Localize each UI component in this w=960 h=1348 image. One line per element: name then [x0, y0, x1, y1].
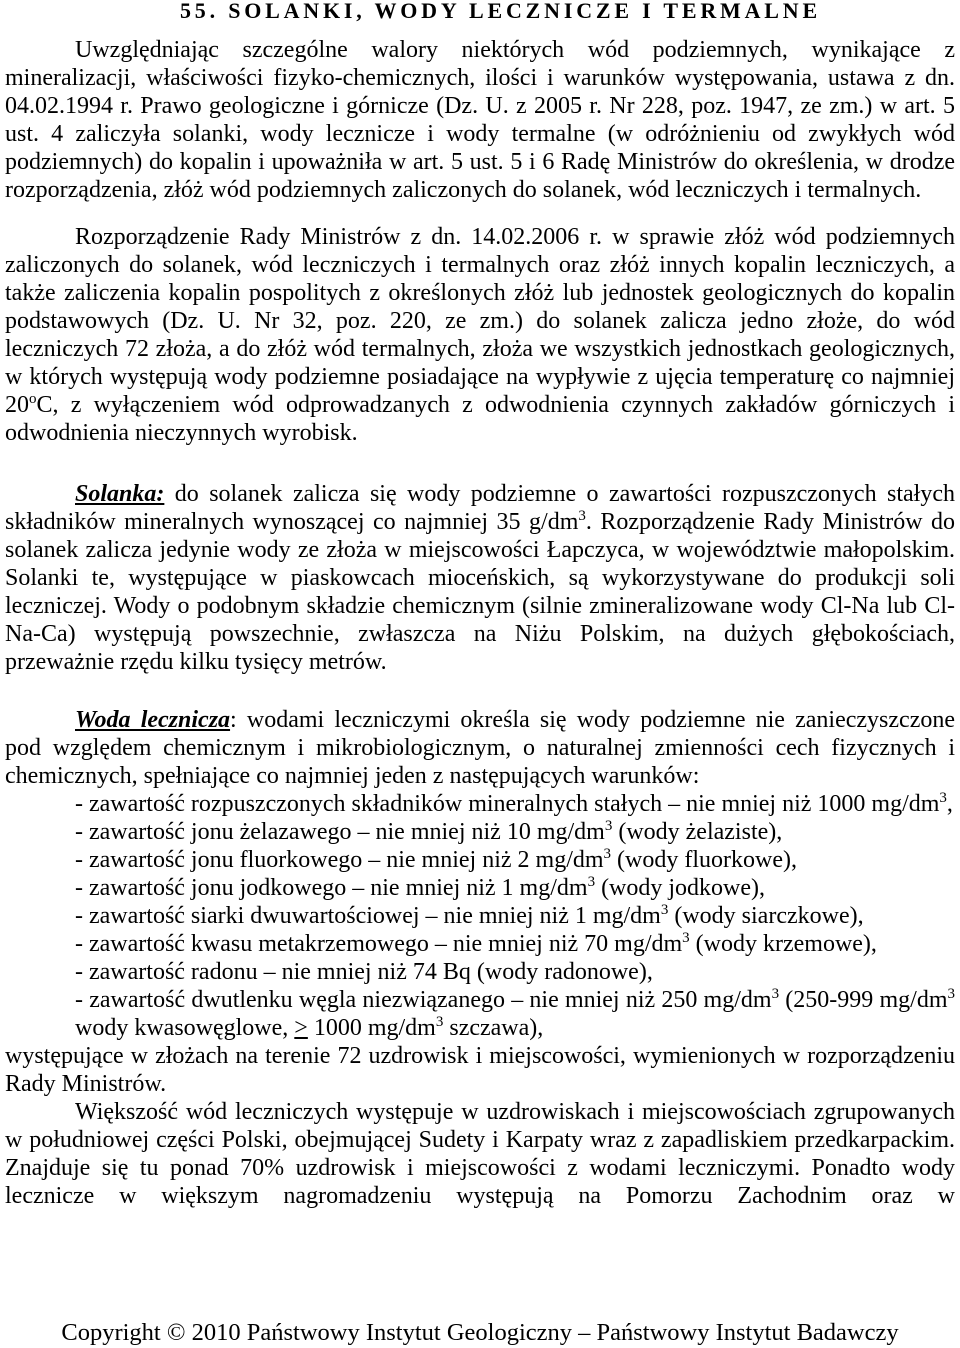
medicinal-water-intro	[5, 706, 955, 790]
footer-copyright: Copyright © 2010 Państwowy Instytut Geologiczny – Państwowy Instytut Badawczy	[61, 1319, 899, 1346]
intro-paragraph: Uwzględniając szczególne walory niektórych wód podziemnych, wynikające z mineralizacji, właściwości fizyko-chemicznych, ilości i warunków występowania, ustawa z dn. 04.02.1994 r. Prawo geologiczne i górnicze (Dz. U. z 2005 r. Nr 228, poz. 1947, ze zm.) w art. 5 ust. 4 zaliczyła solanki, wody lecznicze i wody termalne (w odróżnieniu od zwykłych wód podziemnych) do kopalin i upoważniła w art. 5 ust. 5 i 6 Radę Ministrów do określenia, w drodze rozporządzenia, złóż wód podziemnych zaliczonych do solanek, wód leczniczych i termalnych.	[5, 37, 955, 203]
regulation-paragraph	[5, 223, 955, 447]
condition-text: - zawartość jonu żelazawego – nie mniej niż 10 mg/dm	[75, 819, 605, 845]
condition-item	[75, 818, 955, 846]
condition-text: - zawartość rozpuszczonych składników mineralnych stałych – nie mniej niż 1000 mg/dm	[75, 791, 940, 817]
superscript: 3	[435, 1014, 444, 1030]
superscript: 3	[660, 902, 669, 918]
condition-item	[75, 846, 955, 874]
condition-item	[75, 930, 955, 958]
condition-text: - zawartość jonu jodkowego – nie mniej niż 1 mg/dm	[75, 875, 588, 901]
superscript: 3	[578, 508, 586, 524]
document-page	[5, 0, 955, 1210]
superscript: 3	[939, 790, 947, 806]
condition-tail: wody kwasowęglowe,	[75, 1015, 295, 1041]
condition-item	[75, 986, 955, 1042]
condition-text: - zawartość dwutlenku węgla niezwiązanego – nie mniej niż 250 mg/dm	[75, 987, 772, 1013]
condition-tail: (wody siarczkowe),	[668, 903, 864, 929]
regulation-text: Rozporządzenie Rady Ministrów z dn. 14.02.2006 r. w sprawie złóż wód podziemnych zaliczonych do solanek, wód leczniczych i termalnych oraz złóż innych kopalin leczniczych, a także zaliczenia kopalin pospolitych z określonych złóż lub jednostek geologicznych do kopalin podstawowych (Dz. U. Nr 32, poz. 220, ze zm.) do solanek zalicza jedno złoże, do wód leczniczych 72 złoża, a do złóż wód termalnych, złoża we wszystkich jednostkach geologicznych, w których występują wody podziemne posiadające na wypływie z ujęcia temperaturę co najmniej 20	[5, 224, 955, 418]
superscript: 3	[771, 986, 780, 1002]
greater-or-equal-symbol: >	[294, 1015, 308, 1041]
condition-tail: szczawa),	[443, 1015, 544, 1041]
distribution-paragraph: Większość wód leczniczych występuje w uzdrowiskach i miejscowościach zgrupowanych w południowej części Polski, obejmującej Sudety i Karpaty wraz z zapadliskiem przedkarpackim. Znajduje się tu ponad 70% uzdrowisk i miejscowości z wodami leczniczymi. Ponadto wody lecznicze w większym nagromadzeniu występują na Pomorzu Zachodnim oraz w	[5, 1099, 955, 1209]
condition-tail: 1000 mg/dm	[307, 1015, 436, 1041]
superscript: 3	[603, 846, 612, 862]
superscript: 3	[604, 818, 613, 834]
brine-paragraph	[5, 480, 955, 676]
degree-superscript: o	[29, 391, 37, 407]
conditions-list	[5, 790, 955, 1042]
condition-tail: (wody żelaziste),	[612, 819, 783, 845]
condition-item	[75, 874, 955, 902]
medicinal-water-term: Woda lecznicza	[75, 707, 231, 733]
condition-tail: (wody krzemowe),	[689, 931, 877, 957]
condition-item	[75, 958, 955, 986]
condition-tail: (wody jodkowe),	[595, 875, 766, 901]
medicinal-water-section	[5, 706, 955, 1210]
section-title: 55. SOLANKI, WODY LECZNICZE I TERMALNE	[180, 0, 821, 23]
term-colon: :	[230, 707, 237, 733]
condition-tail: (250-999 mg/dm	[779, 987, 948, 1013]
superscript: 3	[947, 986, 955, 1002]
brine-term: Solanka:	[75, 481, 165, 507]
condition-item	[75, 790, 955, 818]
condition-text: - zawartość radonu – nie mniej niż 74 Bq (wody radonowe),	[75, 959, 653, 985]
regulation-tail: C, z wyłączeniem wód odprowadzanych z odwodnienia czynnych zakładów górniczych i odwodnienia nieczynnych wyrobisk.	[5, 392, 955, 446]
condition-text: - zawartość jonu fluorkowego – nie mniej niż 2 mg/dm	[75, 847, 604, 873]
condition-text: - zawartość kwasu metakrzemowego – nie mniej niż 70 mg/dm	[75, 931, 683, 957]
condition-item	[75, 902, 955, 930]
condition-tail: ,	[946, 791, 953, 817]
superscript: 3	[682, 930, 690, 946]
medicinal-water-intro-text: wodami leczniczymi określa się wody podziemne nie zanieczyszczone pod względem chemicznym i mikrobiologicznym, o naturalnej zmienności cech fizycznych i chemicznych, spełniające co najmniej jeden z następujących warunków:	[5, 707, 955, 789]
brine-tail: . Rozporządzenie Rady Ministrów do solanek zalicza jedynie wody ze złoża w miejscowości Łapczyca, w województwie małopolskim. Solanki te, występujące w piaskowcach mioceńskich, są wykorzystywane do produkcji soli leczniczej. Wody o podobnym składzie chemicznym (silnie zmineralizowane wody Cl-Na lub Cl-Na-Ca) występują powszechnie, zwłaszcza na Niżu Polskim, na dużych głębokościach, przeważnie rzędu kilku tysięcy metrów.	[5, 509, 955, 675]
condition-tail: (wody fluorkowe),	[611, 847, 797, 873]
brine-text: do solanek zalicza się wody podziemne o zawartości rozpuszczonych stałych składników mineralnych wynoszącej co najmniej 35 g/dm	[5, 481, 955, 535]
after-list-text: występujące w złożach na terenie 72 uzdrowisk i miejscowości, wymienionych w rozporządzeniu Rady Ministrów.	[5, 1043, 955, 1097]
condition-text: - zawartość siarki dwuwartościowej – nie mniej niż 1 mg/dm	[75, 903, 661, 929]
superscript: 3	[587, 874, 596, 890]
